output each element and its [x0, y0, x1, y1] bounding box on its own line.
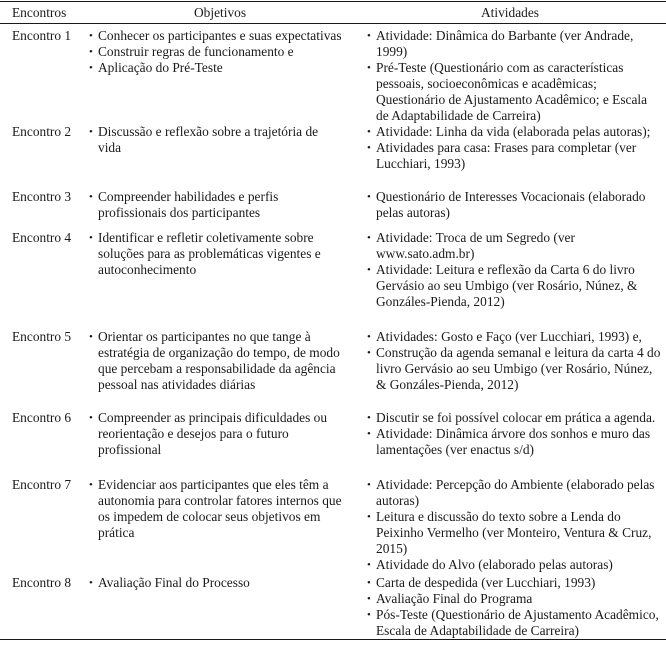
objetivo-item: [89, 329, 344, 393]
atividade-item: [367, 509, 663, 557]
bullet-icon: •: [89, 479, 93, 491]
atividade-text: Atividade: Linha da vida (elaborada pelas autoras);: [376, 124, 651, 139]
atividade-cell: [367, 189, 663, 221]
bullet-icon: •: [367, 609, 371, 621]
objetivo-text: Evidenciar aos participantes que eles têm a autonomia para controlar fatores internos que os impedem de colocar seus objetivos em prática: [98, 477, 342, 540]
objetivo-cell: [89, 124, 344, 156]
bullet-icon: •: [367, 428, 371, 440]
atividade-text: Atividade do Alvo (elaborado pelas autoras): [376, 557, 613, 572]
header-encontros: Encontros: [12, 5, 67, 20]
atividade-item: [367, 329, 663, 345]
objetivo-cell: [89, 477, 344, 541]
atividade-text: Atividade: Dinâmica do Barbante (ver Andrade, 1999): [376, 28, 634, 59]
bullet-icon: •: [367, 62, 371, 74]
atividade-text: Carta de despedida (ver Lucchiari, 1993): [376, 575, 596, 590]
atividade-cell: [367, 575, 663, 639]
bullet-icon: •: [367, 142, 371, 154]
objetivo-text: Avaliação Final do Processo: [98, 575, 250, 590]
bullet-icon: •: [367, 479, 371, 491]
objetivo-cell: [89, 28, 344, 76]
atividade-item: [367, 230, 663, 262]
objetivo-text: Compreender as principais dificuldades ou reorientação e desejos para o futuro profissional: [98, 410, 328, 457]
header-atividades: Atividades: [481, 5, 540, 20]
objetivo-cell: [89, 230, 344, 278]
header-objetivos: Objetivos: [194, 5, 247, 20]
objetivo-item: [89, 60, 344, 76]
objetivo-text: Compreender habilidades e perfis profissionais dos participantes: [98, 189, 279, 220]
atividade-text: Questionário de Interesses Vocacionais (elaborado pelas autoras): [376, 189, 646, 220]
objetivo-cell: [89, 410, 344, 458]
atividade-item: [367, 591, 663, 607]
objetivo-item: [89, 230, 344, 278]
encontro-label: Encontro 2: [12, 124, 72, 139]
bullet-icon: •: [367, 559, 371, 571]
bullet-icon: •: [367, 347, 371, 359]
bullet-icon: •: [367, 191, 371, 203]
atividade-item: [367, 124, 663, 140]
atividade-cell: [367, 124, 663, 172]
atividade-item: [367, 410, 663, 426]
bullet-icon: •: [89, 331, 93, 343]
atividade-text: Discutir se foi possível colocar em prática a agenda.: [376, 410, 656, 425]
bullet-icon: •: [89, 62, 93, 74]
bullet-icon: •: [367, 511, 371, 523]
atividade-cell: [367, 230, 663, 310]
atividade-text: Pós-Teste (Questionário de Ajustamento Acadêmico, Escala de Adaptabilidade de Carreira): [376, 607, 659, 638]
objetivo-text: Orientar os participantes no que tange à estratégia de organização do tempo, de modo que percebam a responsabilidade da agência pessoal nas atividades diárias: [98, 329, 340, 392]
encontro-label: Encontro 6: [12, 410, 72, 425]
header-rule: [0, 23, 666, 24]
atividade-item: [367, 189, 663, 221]
atividade-text: Atividade: Troca de um Segredo (ver www.sato.adm.br): [376, 230, 575, 261]
atividade-item: [367, 477, 663, 509]
objetivo-text: Aplicação do Pré-Teste: [98, 60, 223, 75]
atividade-item: [367, 60, 663, 124]
bullet-icon: •: [367, 412, 371, 424]
bullet-icon: •: [89, 412, 93, 424]
atividade-item: [367, 262, 663, 310]
objetivo-text: Identificar e refletir coletivamente sobre soluções para as problemáticas vigentes e autoconhecimento: [98, 230, 321, 277]
bullet-icon: •: [89, 191, 93, 203]
atividade-item: [367, 140, 663, 172]
atividade-item: [367, 28, 663, 60]
table-top-rule: [0, 1, 666, 2]
atividade-item: [367, 426, 663, 458]
atividade-text: Pré-Teste (Questionário com as características pessoais, socioeconômicas e acadêmicas; Questionário de Ajustamento Acadêmico; e Escala de Adaptabilidade de Carreira): [376, 60, 648, 123]
atividade-cell: [367, 28, 663, 124]
objetivo-text: Construir regras de funcionamento e: [98, 44, 294, 59]
bullet-icon: •: [367, 331, 371, 343]
atividade-text: Atividade: Percepção do Ambiente (elaborado pelas autoras): [376, 477, 655, 508]
bullet-icon: •: [89, 232, 93, 244]
atividade-cell: [367, 329, 663, 393]
atividade-item: [367, 345, 663, 393]
atividade-text: Avaliação Final do Programa: [376, 591, 533, 606]
encontro-label: Encontro 1: [12, 28, 72, 43]
bullet-icon: •: [367, 593, 371, 605]
objetivo-text: Discussão e reflexão sobre a trajetória de vida: [98, 124, 319, 155]
objetivo-item: [89, 410, 344, 458]
atividade-text: Leitura e discussão do texto sobre a Lenda do Peixinho Vermelho (ver Monteiro, Ventura & Cruz, 2015): [376, 509, 652, 556]
bullet-icon: •: [367, 126, 371, 138]
encontro-label: Encontro 8: [12, 575, 72, 590]
objetivo-item: [89, 189, 344, 221]
atividade-text: Atividades para casa: Frases para completar (ver Lucchiari, 1993): [376, 140, 637, 171]
encontro-label: Encontro 3: [12, 189, 72, 204]
objetivo-text: Conhecer os participantes e suas expectativas: [98, 28, 342, 43]
encontro-label: Encontro 4: [12, 230, 72, 245]
objetivo-item: [89, 477, 344, 541]
atividade-item: [367, 575, 663, 591]
objetivo-cell: [89, 329, 344, 393]
objetivo-item: [89, 28, 344, 44]
bullet-icon: •: [367, 577, 371, 589]
atividade-text: Construção da agenda semanal e leitura da carta 4 do livro Gervásio ao seu Umbigo (ver Rosário, Núnez, & Gonzáles-Pienda, 2012): [376, 345, 661, 392]
encontro-label: Encontro 7: [12, 477, 72, 492]
bullet-icon: •: [89, 46, 93, 58]
objetivo-item: [89, 575, 344, 591]
bullet-icon: •: [89, 126, 93, 138]
table-bottom-rule: [0, 639, 666, 640]
atividade-item: [367, 557, 663, 573]
atividade-item: [367, 607, 663, 639]
atividade-cell: [367, 477, 663, 573]
bullet-icon: •: [89, 577, 93, 589]
bullet-icon: •: [367, 232, 371, 244]
objetivo-item: [89, 44, 344, 60]
encontro-label: Encontro 5: [12, 329, 72, 344]
atividade-text: Atividade: Leitura e reflexão da Carta 6 do livro Gervásio ao seu Umbigo (ver Rosário, Núnez, & Gonzáles-Pienda, 2012): [376, 262, 638, 309]
atividade-text: Atividade: Dinâmica árvore dos sonhos e muro das lamentações (ver enactus s/d): [376, 426, 651, 457]
atividade-text: Atividades: Gosto e Faço (ver Lucchiari, 1993) e,: [376, 329, 642, 344]
objetivo-item: [89, 124, 344, 156]
objetivo-cell: [89, 575, 344, 591]
bullet-icon: •: [367, 30, 371, 42]
atividade-cell: [367, 410, 663, 458]
bullet-icon: •: [89, 30, 93, 42]
bullet-icon: •: [367, 264, 371, 276]
objetivo-cell: [89, 189, 344, 221]
